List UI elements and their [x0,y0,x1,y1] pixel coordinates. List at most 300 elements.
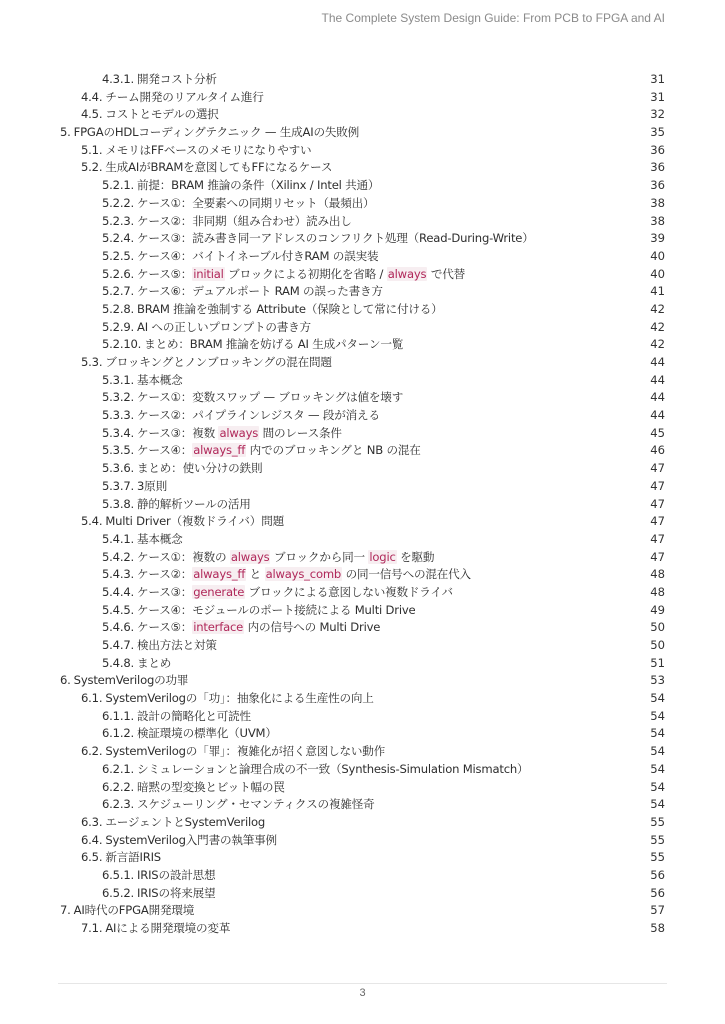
toc-entry-number: 5.2.8. [102,301,134,316]
toc-entry-title[interactable] [102,248,378,266]
toc-entry-page[interactable]: 42 [650,301,665,316]
toc-entry-title[interactable] [81,142,311,160]
toc-entry-title[interactable] [102,336,403,354]
toc-entry[interactable] [60,319,665,337]
toc-entry-page[interactable]: 44 [650,372,665,387]
toc-entry-text: ケース②：パイプラインレジスタ — 段が消える [137,408,380,423]
toc-entry-number: 5.2.6. [102,266,134,281]
toc-entry[interactable] [60,619,665,637]
toc-entry-number: 4.4. [81,89,103,104]
toc-entry-title[interactable] [81,743,385,761]
toc-entry-number: 5.2.10. [102,337,142,352]
dot-leader [362,128,648,138]
toc-entry-text: 前提：BRAM 推論の条件（Xilinx / Intel 共通） [137,178,380,193]
toc-entry-text: 3原則 [137,478,167,493]
dot-leader [287,517,648,527]
toc-entry-title[interactable] [81,814,265,832]
toc-entry-text: 間のレース条件 [259,425,342,440]
toc-entry-text: 生成AIがBRAMを意図してもFFになるケース [105,160,333,175]
dot-leader [288,782,649,792]
toc-entry-number: 5.2.5. [102,248,134,263]
toc-entry-text: 基本概念 [137,372,183,387]
toc-entry-page[interactable]: 42 [650,319,665,334]
dot-leader [383,623,648,633]
dot-leader [406,340,648,350]
toc-entry-title[interactable] [102,885,215,903]
toc-entry-page[interactable]: 55 [650,832,665,847]
toc-entry-page[interactable]: 50 [650,620,665,635]
dot-leader [355,216,649,226]
toc-entry[interactable] [60,920,665,938]
toc-entry-text: 開発コスト分析 [137,72,217,86]
dot-leader [233,924,648,934]
inline-code: interface [193,620,244,635]
toc-entry[interactable] [60,159,665,177]
toc-entry-page[interactable]: 54 [650,797,665,812]
dot-leader [378,800,649,810]
toc-entry-number: 5.4.7. [102,638,134,652]
inline-code: always [387,266,427,281]
toc-entry-text: ケース②： [137,567,193,582]
toc-entry-page[interactable]: 36 [650,160,665,175]
toc-entry-title[interactable] [81,106,219,124]
toc-entry-page[interactable]: 57 [650,903,665,918]
toc-entry-title[interactable] [81,513,284,531]
dot-leader [468,269,648,279]
toc-entry-text: 基本概念 [137,531,183,546]
toc-entry-page[interactable]: 31 [650,89,665,104]
toc-entry-number: 5.4.8. [102,655,134,670]
toc-entry-title[interactable] [81,354,332,372]
toc-entry[interactable] [60,902,665,920]
toc-entry-page[interactable]: 40 [650,266,665,281]
toc-entry[interactable] [60,672,665,690]
dot-leader [377,199,648,209]
toc-entry-number: 5.3. [81,355,103,369]
toc-entry[interactable] [60,602,665,620]
toc-entry-title[interactable] [102,708,251,726]
toc-entry-page[interactable]: 50 [650,638,665,652]
dot-leader [381,252,648,262]
toc-entry-number: 5.2. [81,160,103,175]
running-header: The Complete System Design Guide: From PCB to FPGA and AI [321,11,665,25]
toc-entry-number: 5.1. [81,142,103,157]
dot-leader [268,818,648,828]
dot-leader [377,694,649,704]
toc-entry-page[interactable]: 55 [650,814,665,829]
toc-entry-text: 静的解析ツールの活用 [137,496,251,511]
toc-entry-number: 5.3.1. [102,372,134,387]
toc-entry-number: 5.3.7. [102,478,134,493]
toc-entry-title[interactable] [102,195,374,213]
toc-entry-page[interactable]: 31 [650,72,665,86]
toc-entry-number: 5. [60,125,71,140]
toc-entry[interactable] [60,637,665,655]
toc-entry-text: ブロックによる初期化を省略 / [224,266,387,281]
toc-entry-number: 5.2.9. [102,319,134,334]
toc-entry[interactable] [60,442,665,460]
toc-entry-page[interactable]: 47 [650,531,665,546]
dot-leader [314,146,648,156]
toc-entry-number: 6.2. [81,744,103,759]
table-of-contents [60,71,665,938]
dot-leader [537,234,649,244]
toc-entry-number: 5.4. [81,514,103,529]
toc-entry-title[interactable] [81,690,374,708]
dot-leader [280,835,648,845]
toc-entry-page[interactable]: 47 [650,461,665,476]
toc-entry-title[interactable] [102,266,465,284]
toc-entry-number: 5.4.5. [102,602,134,617]
toc-entry-title[interactable] [102,496,251,514]
toc-entry[interactable] [60,566,665,584]
toc-entry-text: SystemVerilogの「罪」：複雑化が招く意図しない動作 [105,744,386,759]
toc-entry[interactable] [60,513,665,531]
toc-entry-page[interactable]: 41 [650,284,665,299]
toc-entry[interactable] [60,779,665,797]
toc-entry-title[interactable] [102,761,528,779]
toc-entry-number: 6.3. [81,814,103,829]
toc-entry-title[interactable] [102,531,183,549]
toc-entry-title[interactable] [102,796,375,814]
dot-leader [531,765,648,775]
toc-entry-page[interactable]: 47 [650,514,665,529]
toc-entry-number: 6. [60,673,71,688]
toc-entry-number: 6.2.2. [102,779,134,794]
toc-entry-text: ケース④：モジュールのポート接続による Multi Drive [137,602,416,617]
dot-leader [474,570,648,580]
toc-entry-page[interactable]: 45 [650,425,665,440]
toc-entry[interactable] [60,460,665,478]
toc-entry-page[interactable]: 48 [650,567,665,582]
toc-entry-page[interactable]: 44 [650,408,665,423]
toc-entry-title[interactable] [102,549,434,567]
toc-entry[interactable] [60,478,665,496]
dot-leader [170,482,648,492]
dot-leader [424,446,649,456]
toc-entry-number: 6.1.2. [102,726,134,741]
toc-entry-text: ブロックによる意図しない複数ドライバ [245,584,453,599]
toc-entry-title[interactable] [81,832,277,850]
toc-entry-page[interactable]: 35 [650,125,665,140]
dot-leader [335,163,648,173]
toc-entry-text: コストとモデルの選択 [105,107,219,122]
toc-entry-title[interactable] [81,89,264,107]
toc-entry-text: まとめ：使い分けの鉄則 [137,461,263,476]
toc-entry-number: 5.3.6. [102,461,134,476]
toc-entry-title[interactable] [102,177,379,195]
dot-leader [386,287,648,297]
inline-code: initial [193,266,224,281]
toc-entry-page[interactable]: 54 [650,744,665,759]
toc-entry-number: 5.2.7. [102,284,134,299]
toc-entry[interactable] [60,230,665,248]
toc-entry-title[interactable] [102,301,443,319]
toc-entry-text: ケース①：複数の [137,549,230,564]
toc-entry-text: まとめ [137,655,172,670]
toc-entry-text: ケース③：読み書き同一アドレスのコンフリクト処理（Read-During-Write） [137,231,534,246]
toc-entry-text: AI への正しいプロンプトの書き方 [137,319,311,334]
dot-leader [220,641,648,651]
toc-entry-page[interactable]: 36 [650,142,665,157]
toc-entry[interactable] [60,213,665,231]
toc-entry[interactable] [60,248,665,266]
toc-entry-page[interactable]: 55 [650,850,665,865]
toc-entry[interactable] [60,867,665,885]
toc-entry-number: 6.2.3. [102,797,134,812]
toc-entry-text: SystemVerilogの「功」：抽象化による生産性の向上 [105,691,374,706]
toc-entry-title[interactable] [102,779,285,797]
toc-entry-title[interactable] [102,230,534,248]
toc-entry-number: 6.4. [81,832,103,847]
toc-entry-page[interactable]: 39 [650,231,665,246]
inline-code: always_ff [193,443,246,458]
toc-entry[interactable] [60,89,665,107]
toc-entry[interactable] [60,177,665,195]
dot-leader [222,110,649,120]
toc-entry-page[interactable]: 47 [650,496,665,511]
toc-entry-title[interactable] [102,389,403,407]
toc-entry[interactable] [60,195,665,213]
toc-entry-number: 6.5.1. [102,867,134,882]
toc-entry-number: 6.5. [81,850,103,865]
toc-entry[interactable] [60,885,665,903]
toc-entry-text: ブロックから同一 [270,549,369,564]
toc-entry-title[interactable] [102,442,421,460]
toc-entry-title[interactable] [102,478,167,496]
toc-entry-text: AIによる開発環境の変革 [105,921,231,935]
dot-leader [388,747,648,757]
dot-leader [418,605,648,615]
toc-entry-page[interactable]: 54 [650,708,665,723]
toc-entry-text: メモリはFFベースのメモリになりやすい [105,142,312,157]
toc-entry-text: の同一信号への混在代入 [342,567,471,582]
dot-leader [191,676,648,686]
toc-entry-page[interactable]: 46 [650,443,665,458]
toc-entry-title[interactable] [102,71,217,89]
toc-entry-text: FPGAのHDLコーディングテクニック — 生成AIの失敗例 [73,125,360,140]
inline-code: always [230,549,270,564]
toc-entry-title[interactable] [102,655,171,673]
toc-entry[interactable] [60,336,665,354]
toc-entry[interactable] [60,814,665,832]
toc-entry[interactable] [60,71,665,89]
toc-entry[interactable] [60,301,665,319]
toc-entry-text: と [246,567,265,582]
toc-entry-number: 5.2.2. [102,195,134,210]
toc-entry-text: ブロッキングとノンブロッキングの混在問題 [105,355,332,369]
toc-entry-title[interactable] [102,460,262,478]
toc-entry-number: 5.3.2. [102,390,134,405]
toc-entry[interactable] [60,584,665,602]
toc-entry[interactable] [60,549,665,567]
toc-entry-title[interactable] [102,319,311,337]
toc-entry-number: 4.3.1. [102,72,134,86]
toc-entry-title[interactable] [102,602,415,620]
toc-entry-text: ケース①：変数スワップ — ブロッキングは値を壊す [137,390,404,405]
toc-entry[interactable] [60,283,665,301]
dot-leader [218,888,648,898]
toc-entry-number: 5.4.4. [102,584,134,599]
toc-entry-text: ケース②：非同期（組み合わせ）読み出し [137,213,352,228]
toc-entry-text: ケース④：バイトイネーブル付きRAM の誤実装 [137,248,379,263]
toc-entry-text: ケース⑥：デュアルポート RAM の誤った書き方 [137,284,383,299]
toc-entry-number: 5.2.1. [102,178,134,193]
toc-entry[interactable] [60,655,665,673]
toc-entry-page[interactable]: 56 [650,867,665,882]
toc-entry-page[interactable]: 36 [650,178,665,193]
toc-entry-number: 5.4.1. [102,531,134,546]
toc-entry-number: 5.4.2. [102,549,134,564]
toc-entry[interactable] [60,849,665,867]
toc-entry-text: で代替 [427,266,466,281]
dot-leader [164,853,648,863]
toc-entry[interactable] [60,425,665,443]
toc-entry-text: ケース③：複数 [137,425,219,440]
inline-code: generate [193,584,245,599]
toc-entry-page[interactable]: 47 [650,549,665,564]
toc-entry-title[interactable] [102,213,352,231]
toc-entry-text: ケース⑤： [137,266,193,281]
toc-entry-page[interactable]: 40 [650,248,665,263]
toc-entry[interactable] [60,496,665,514]
toc-entry-text: 新言語IRIS [105,850,161,865]
toc-entry-number: 6.2.1. [102,761,134,776]
toc-entry-title[interactable] [60,124,359,142]
toc-entry-number: 6.1. [81,691,103,706]
toc-entry-text: SystemVerilogの功罪 [73,673,189,688]
toc-entry-page[interactable]: 47 [650,478,665,493]
dot-leader [265,464,648,474]
dot-leader [446,305,649,315]
toc-entry-page[interactable]: 44 [650,355,665,369]
dot-leader [220,75,648,85]
toc-entry[interactable] [60,407,665,425]
toc-entry-page[interactable]: 56 [650,885,665,900]
toc-entry[interactable] [60,106,665,124]
dot-leader [335,358,648,368]
inline-code: always_comb [265,567,342,582]
toc-entry-number: 7.1. [81,921,103,935]
toc-entry-number: 5.3.5. [102,443,134,458]
toc-entry-title[interactable] [102,584,453,602]
toc-entry-number: 6.1.1. [102,708,134,723]
dot-leader [186,376,649,386]
toc-entry-text: 暗黙の型変換とビット幅の罠 [137,779,285,794]
toc-entry-text: 内でのブロッキングと NB の混在 [246,443,421,458]
toc-entry-title[interactable] [81,159,332,177]
toc-entry[interactable] [60,743,665,761]
toc-entry-title[interactable] [102,425,342,443]
toc-entry-text: 検証環境の標準化（UVM） [137,726,277,741]
toc-entry-page[interactable]: 54 [650,779,665,794]
toc-entry-title[interactable] [60,902,194,920]
toc-entry-number: 7. [60,903,71,918]
dot-leader [186,535,649,545]
dot-leader [406,393,648,403]
toc-entry[interactable] [60,372,665,390]
toc-entry-text: チーム開発のリアルタイム進行 [105,89,264,104]
toc-entry-page[interactable]: 38 [650,195,665,210]
toc-entry[interactable] [60,708,665,726]
toc-entry-number: 5.4.3. [102,567,134,582]
inline-code: logic [369,549,396,564]
toc-entry-title[interactable] [81,849,161,867]
dot-leader [345,429,648,439]
toc-entry-text: BRAM 推論を強制する Attribute（保険として常に付ける） [137,301,443,316]
toc-entry-title[interactable] [102,566,471,584]
toc-entry-text: シミュレーションと論理合成の不一致（Synthesis-Simulation Mismatch） [137,761,529,776]
toc-entry[interactable] [60,124,665,142]
toc-entry-text: スケジューリング・セマンティクスの複雑怪奇 [137,797,375,812]
toc-entry-title[interactable] [102,283,383,301]
toc-entry-number: 5.2.4. [102,231,134,246]
toc-entry-text: IRISの将来展望 [137,885,216,900]
dot-leader [174,659,648,669]
toc-entry-title[interactable] [102,867,215,885]
dot-leader [280,729,648,739]
page-number: 3 [359,987,366,999]
toc-entry-page[interactable]: 32 [650,107,665,122]
toc-entry-number: 5.3.3. [102,408,134,423]
toc-entry[interactable] [60,389,665,407]
toc-entry-text: SystemVerilog入門書の執筆事例 [105,832,277,847]
toc-entry-page[interactable]: 54 [650,761,665,776]
toc-entry[interactable] [60,531,665,549]
toc-entry-title[interactable] [102,619,380,637]
toc-entry-text: AI時代のFPGA開発環境 [73,903,195,918]
dot-leader [456,588,648,598]
toc-entry[interactable] [60,832,665,850]
toc-entry-title[interactable] [102,637,217,655]
toc-entry-text: 検出方法と対策 [137,638,217,652]
toc-entry-page[interactable]: 44 [650,390,665,405]
dot-leader [437,552,648,562]
toc-entry-text: を駆動 [396,549,435,564]
toc-entry-title[interactable] [102,372,183,390]
toc-entry-text: エージェントとSystemVerilog [105,814,266,829]
inline-code: always_ff [193,567,246,582]
dot-leader [267,93,649,103]
toc-entry[interactable] [60,796,665,814]
toc-entry[interactable] [60,761,665,779]
toc-entry-title[interactable] [102,407,380,425]
toc-entry-page[interactable]: 48 [650,584,665,599]
toc-entry-title[interactable] [60,672,188,690]
dot-leader [314,322,648,332]
toc-entry-page[interactable]: 58 [650,921,665,935]
toc-entry-title[interactable] [102,725,277,743]
toc-entry[interactable] [60,354,665,372]
toc-entry-text: ケース①：全要素への同期リセット（最頻出） [137,195,375,210]
toc-entry[interactable] [60,142,665,160]
toc-entry-text: 設計の簡略化と可読性 [137,708,251,723]
toc-entry-page[interactable]: 54 [650,691,665,706]
toc-entry-title[interactable] [81,920,230,938]
toc-entry[interactable] [60,690,665,708]
toc-entry-page[interactable]: 42 [650,337,665,352]
toc-entry-page[interactable]: 53 [650,673,665,688]
dot-leader [218,871,648,881]
toc-entry-page[interactable]: 51 [650,655,665,670]
toc-entry-page[interactable]: 38 [650,213,665,228]
toc-entry-page[interactable]: 49 [650,602,665,617]
toc-entry-text: ケース⑤： [137,620,193,635]
toc-entry[interactable] [60,725,665,743]
toc-entry[interactable] [60,266,665,284]
toc-entry-page[interactable]: 54 [650,726,665,741]
dot-leader [382,181,648,191]
